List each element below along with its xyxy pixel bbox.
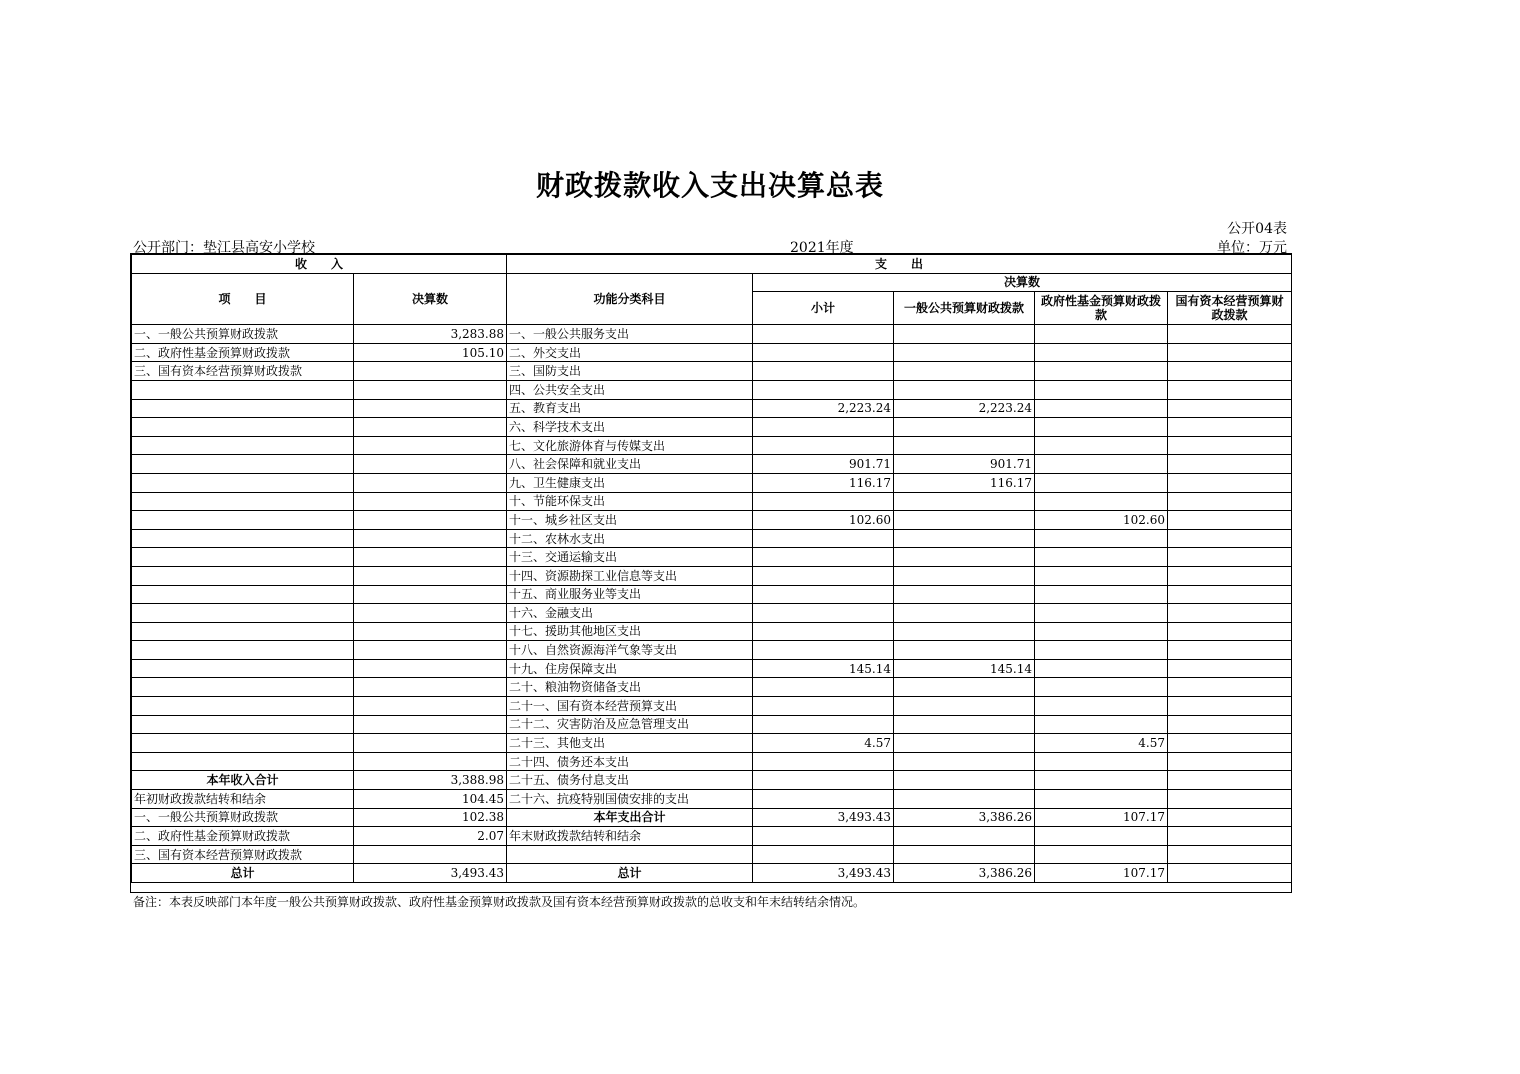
general-budget-cell: [894, 771, 1035, 790]
expense-item-cell: 二十五、债务付息支出: [507, 771, 753, 790]
general-budget-cell: [894, 511, 1035, 530]
subtotal-cell: [753, 436, 894, 455]
state-capital-cell: [1168, 343, 1292, 362]
state-capital-cell: [1168, 622, 1292, 641]
table-row: [132, 418, 1292, 437]
expense-item-cell: [507, 845, 753, 864]
table-row: [132, 325, 1292, 344]
table-row: [132, 343, 1292, 362]
department: 公开部门：垫江县高安小学校: [133, 240, 315, 256]
gov-fund-cell: [1035, 715, 1168, 734]
footnote: 备注：本表反映部门本年度一般公共预算财政拨款、政府性基金预算财政拨款及国有资本经营预算财政拨款的总收支和年末结转结余情况。: [133, 895, 866, 909]
gov-fund-cell: [1035, 343, 1168, 362]
table-row: [132, 511, 1292, 530]
table-row: [132, 752, 1292, 771]
income-item-cell: [132, 548, 354, 567]
income-amount-cell: 104.45: [354, 790, 507, 809]
income-amount-cell: [354, 622, 507, 641]
expense-item-cell: 二十六、抗疫特别国债安排的支出: [507, 790, 753, 809]
expense-item-cell: 九、卫生健康支出: [507, 473, 753, 492]
expense-item-cell: 十五、商业服务业等支出: [507, 585, 753, 604]
income-item-cell: [132, 418, 354, 437]
income-amount-cell: [354, 436, 507, 455]
income-amount-cell: [354, 418, 507, 437]
gov-fund-cell: [1035, 622, 1168, 641]
gov-fund-cell: [1035, 473, 1168, 492]
state-capital-cell: [1168, 845, 1292, 864]
subtotal-cell: [753, 752, 894, 771]
general-budget-cell: [894, 529, 1035, 548]
subtotal-header: 小计: [753, 292, 894, 325]
subtotal-cell: [753, 845, 894, 864]
income-amount-cell: [354, 399, 507, 418]
table-row: [132, 827, 1292, 846]
table-row: [132, 566, 1292, 585]
expense-item-cell: 十三、交通运输支出: [507, 548, 753, 567]
income-item-cell: [132, 641, 354, 660]
gov-fund-cell: 107.17: [1035, 864, 1168, 883]
general-budget-cell: [894, 752, 1035, 771]
subtotal-cell: [753, 325, 894, 344]
state-capital-cell: [1168, 641, 1292, 660]
income-amount-cell: 3,493.43: [354, 864, 507, 883]
table-row: [132, 734, 1292, 753]
income-item-cell: [132, 734, 354, 753]
income-item-cell: 三、国有资本经营预算财政拨款: [132, 845, 354, 864]
expense-item-cell: 三、国防支出: [507, 362, 753, 381]
general-budget-cell: [894, 604, 1035, 623]
table-row: [132, 771, 1292, 790]
income-item-cell: [132, 455, 354, 474]
state-capital-cell: [1168, 566, 1292, 585]
state-capital-cell: [1168, 325, 1292, 344]
final-amount-header: 决算数: [753, 273, 1292, 292]
expense-header: 支 出: [507, 255, 1292, 274]
income-amount-cell: [354, 362, 507, 381]
income-amount-cell: [354, 734, 507, 753]
general-budget-cell: [894, 362, 1035, 381]
gov-fund-cell: [1035, 455, 1168, 474]
state-capital-cell: [1168, 492, 1292, 511]
income-amount-cell: [354, 678, 507, 697]
table-row: [132, 864, 1292, 883]
table-row: [132, 399, 1292, 418]
income-amount-cell: [354, 548, 507, 567]
expense-item-cell: 十二、农林水支出: [507, 529, 753, 548]
income-amount-cell: 102.38: [354, 808, 507, 827]
income-amount-cell: [354, 604, 507, 623]
gov-fund-cell: [1035, 641, 1168, 660]
gov-fund-cell: [1035, 678, 1168, 697]
gov-fund-cell: [1035, 380, 1168, 399]
subtotal-cell: 3,493.43: [753, 808, 894, 827]
subtotal-cell: [753, 566, 894, 585]
table-row: [132, 697, 1292, 716]
budget-table: [131, 254, 1292, 883]
expense-item-cell: 二十一、国有资本经营预算支出: [507, 697, 753, 716]
table-row: [132, 622, 1292, 641]
income-item-cell: [132, 529, 354, 548]
income-item-cell: 二、政府性基金预算财政拨款: [132, 827, 354, 846]
state-capital-cell: [1168, 715, 1292, 734]
state-capital-cell: [1168, 548, 1292, 567]
table-row: [132, 473, 1292, 492]
general-budget-cell: [894, 418, 1035, 437]
expense-item-cell: 五、教育支出: [507, 399, 753, 418]
income-header: 收 入: [132, 255, 507, 274]
general-budget-cell: [894, 325, 1035, 344]
income-item-cell: [132, 715, 354, 734]
table-row: [132, 492, 1292, 511]
expense-item-cell: 二十二、灾害防治及应急管理支出: [507, 715, 753, 734]
gov-fund-cell: 107.17: [1035, 808, 1168, 827]
subtotal-cell: [753, 380, 894, 399]
income-amount-cell: [354, 659, 507, 678]
table-row: [132, 380, 1292, 399]
expense-item-cell: 二、外交支出: [507, 343, 753, 362]
expense-item-cell: 十一、城乡社区支出: [507, 511, 753, 530]
income-item-cell: 一、一般公共预算财政拨款: [132, 808, 354, 827]
general-budget-cell: [894, 492, 1035, 511]
expense-item-cell: 十九、住房保障支出: [507, 659, 753, 678]
general-budget-cell: [894, 380, 1035, 399]
state-capital-cell: [1168, 529, 1292, 548]
income-amount-cell: 105.10: [354, 343, 507, 362]
state-capital-cell: [1168, 790, 1292, 809]
expense-item-cell: 十七、援助其他地区支出: [507, 622, 753, 641]
subtotal-cell: [753, 529, 894, 548]
state-capital-cell: [1168, 697, 1292, 716]
income-amount-cell: [354, 511, 507, 530]
income-amount-cell: [354, 566, 507, 585]
subtotal-cell: [753, 790, 894, 809]
general-budget-cell: [894, 343, 1035, 362]
income-item-cell: [132, 622, 354, 641]
item-header: 项 目: [132, 273, 354, 325]
income-item-cell: [132, 492, 354, 511]
general-budget-cell: [894, 845, 1035, 864]
subtotal-cell: [753, 715, 894, 734]
gov-fund-cell: [1035, 325, 1168, 344]
state-capital-cell: [1168, 455, 1292, 474]
gov-fund-cell: [1035, 585, 1168, 604]
gov-fund-cell: [1035, 548, 1168, 567]
state-capital-cell: [1168, 808, 1292, 827]
income-amount-cell: [354, 641, 507, 660]
general-budget-cell: [894, 548, 1035, 567]
unit: 单位：万元: [1217, 240, 1287, 256]
fiscal-year: 2021年度: [790, 240, 854, 256]
state-capital-cell: [1168, 827, 1292, 846]
table-row: [132, 455, 1292, 474]
general-budget-cell: [894, 734, 1035, 753]
general-budget-cell: 145.14: [894, 659, 1035, 678]
expense-item-cell: 十四、资源勘探工业信息等支出: [507, 566, 753, 585]
gov-fund-cell: [1035, 566, 1168, 585]
table-row: [132, 548, 1292, 567]
general-budget-cell: [894, 715, 1035, 734]
state-capital-cell: [1168, 511, 1292, 530]
gov-fund-cell: [1035, 399, 1168, 418]
income-amount-cell: 3,388.98: [354, 771, 507, 790]
general-budget-cell: 3,386.26: [894, 864, 1035, 883]
gov-fund-cell: [1035, 659, 1168, 678]
expense-item-cell: 本年支出合计: [507, 808, 753, 827]
subtotal-cell: [753, 678, 894, 697]
gov-fund-cell: [1035, 827, 1168, 846]
table-row: [132, 529, 1292, 548]
income-amount-cell: 3,283.88: [354, 325, 507, 344]
expense-item-cell: 七、文化旅游体育与传媒支出: [507, 436, 753, 455]
gov-fund-cell: [1035, 845, 1168, 864]
table-row: [132, 659, 1292, 678]
subtotal-cell: 4.57: [753, 734, 894, 753]
table-row: [132, 808, 1292, 827]
subtotal-cell: [753, 492, 894, 511]
income-item-cell: 一、一般公共预算财政拨款: [132, 325, 354, 344]
form-code: 公开04表: [1227, 221, 1287, 237]
general-budget-cell: [894, 566, 1035, 585]
table-row: [132, 678, 1292, 697]
general-budget-cell: 2,223.24: [894, 399, 1035, 418]
gov-fund-cell: [1035, 418, 1168, 437]
general-budget-cell: [894, 790, 1035, 809]
subtotal-cell: 102.60: [753, 511, 894, 530]
gov-fund-cell: [1035, 697, 1168, 716]
expense-item-cell: 二十、粮油物资储备支出: [507, 678, 753, 697]
gov-fund-cell: [1035, 790, 1168, 809]
income-item-cell: [132, 697, 354, 716]
general-budget-cell: 116.17: [894, 473, 1035, 492]
expense-item-cell: 二十三、其他支出: [507, 734, 753, 753]
gov-fund-cell: [1035, 492, 1168, 511]
table-row: [132, 362, 1292, 381]
income-item-cell: [132, 585, 354, 604]
subtotal-cell: [753, 827, 894, 846]
state-capital-cell: [1168, 864, 1292, 883]
general-budget-cell: 901.71: [894, 455, 1035, 474]
general-budget-cell: [894, 585, 1035, 604]
expense-item-cell: 年末财政拨款结转和结余: [507, 827, 753, 846]
income-amount-cell: [354, 455, 507, 474]
subtotal-cell: 116.17: [753, 473, 894, 492]
gov-fund-cell: [1035, 604, 1168, 623]
income-amount-cell: [354, 697, 507, 716]
subtotal-cell: [753, 362, 894, 381]
subtotal-cell: 145.14: [753, 659, 894, 678]
table-row: [132, 790, 1292, 809]
income-amount-cell: 2.07: [354, 827, 507, 846]
state-capital-cell: [1168, 659, 1292, 678]
income-item-cell: 年初财政拨款结转和结余: [132, 790, 354, 809]
general-budget-cell: [894, 678, 1035, 697]
income-item-cell: [132, 473, 354, 492]
income-item-cell: [132, 399, 354, 418]
income-item-cell: [132, 604, 354, 623]
general-budget-cell: [894, 697, 1035, 716]
income-amount-cell: [354, 492, 507, 511]
income-item-cell: [132, 380, 354, 399]
gov-fund-cell: 4.57: [1035, 734, 1168, 753]
expense-item-cell: 一、一般公共服务支出: [507, 325, 753, 344]
state-capital-cell: [1168, 678, 1292, 697]
gov-fund-cell: [1035, 362, 1168, 381]
expense-item-cell: 六、科学技术支出: [507, 418, 753, 437]
expense-item-cell: 八、社会保障和就业支出: [507, 455, 753, 474]
state-capital-cell: [1168, 771, 1292, 790]
state-capital-cell: [1168, 362, 1292, 381]
state-capital-cell: [1168, 752, 1292, 771]
subtotal-cell: [753, 548, 894, 567]
table-row: [132, 604, 1292, 623]
general-budget-cell: [894, 641, 1035, 660]
gov-fund-header: 政府性基金预算财政拨款: [1035, 292, 1168, 325]
expense-item-cell: 二十四、债务还本支出: [507, 752, 753, 771]
income-item-cell: [132, 678, 354, 697]
table-row: [132, 845, 1292, 864]
general-budget-cell: [894, 827, 1035, 846]
general-budget-cell: 3,386.26: [894, 808, 1035, 827]
state-capital-cell: [1168, 399, 1292, 418]
income-item-cell: [132, 511, 354, 530]
general-budget-cell: [894, 622, 1035, 641]
function-category-header: 功能分类科目: [507, 273, 753, 325]
subtotal-cell: [753, 771, 894, 790]
gov-fund-cell: [1035, 752, 1168, 771]
table-row: [132, 585, 1292, 604]
subtotal-cell: [753, 697, 894, 716]
state-capital-cell: [1168, 380, 1292, 399]
income-item-cell: [132, 566, 354, 585]
income-item-cell: 二、政府性基金预算财政拨款: [132, 343, 354, 362]
income-item-cell: 三、国有资本经营预算财政拨款: [132, 362, 354, 381]
amount-header: 决算数: [354, 273, 507, 325]
gov-fund-cell: [1035, 529, 1168, 548]
income-amount-cell: [354, 529, 507, 548]
gov-fund-cell: 102.60: [1035, 511, 1168, 530]
state-capital-cell: [1168, 473, 1292, 492]
state-capital-cell: [1168, 585, 1292, 604]
general-budget-cell: [894, 436, 1035, 455]
gov-fund-cell: [1035, 771, 1168, 790]
state-capital-cell: [1168, 604, 1292, 623]
expense-item-cell: 十、节能环保支出: [507, 492, 753, 511]
expense-item-cell: 四、公共安全支出: [507, 380, 753, 399]
gov-fund-cell: [1035, 436, 1168, 455]
table-row: [132, 436, 1292, 455]
income-amount-cell: [354, 473, 507, 492]
income-item-cell: [132, 752, 354, 771]
subtotal-cell: [753, 622, 894, 641]
general-budget-header: 一般公共预算财政拨款: [894, 292, 1035, 325]
state-capital-cell: [1168, 418, 1292, 437]
subtotal-cell: [753, 604, 894, 623]
subtotal-cell: 901.71: [753, 455, 894, 474]
subtotal-cell: [753, 418, 894, 437]
page-title: 财政拨款收入支出决算总表: [535, 169, 884, 202]
income-item-cell: [132, 436, 354, 455]
state-capital-cell: [1168, 436, 1292, 455]
table-row: [132, 715, 1292, 734]
income-item-cell: [132, 659, 354, 678]
state-capital-cell: [1168, 734, 1292, 753]
expense-item-cell: 十六、金融支出: [507, 604, 753, 623]
table-row: [132, 641, 1292, 660]
income-amount-cell: [354, 585, 507, 604]
state-capital-header: 国有资本经营预算财政拨款: [1168, 292, 1292, 325]
subtotal-cell: [753, 641, 894, 660]
income-amount-cell: [354, 845, 507, 864]
income-item-cell: 总计: [132, 864, 354, 883]
subtotal-cell: 3,493.43: [753, 864, 894, 883]
subtotal-cell: 2,223.24: [753, 399, 894, 418]
income-item-cell: 本年收入合计: [132, 771, 354, 790]
income-amount-cell: [354, 715, 507, 734]
expense-item-cell: 总计: [507, 864, 753, 883]
expense-item-cell: 十八、自然资源海洋气象等支出: [507, 641, 753, 660]
subtotal-cell: [753, 343, 894, 362]
income-amount-cell: [354, 380, 507, 399]
income-amount-cell: [354, 752, 507, 771]
subtotal-cell: [753, 585, 894, 604]
